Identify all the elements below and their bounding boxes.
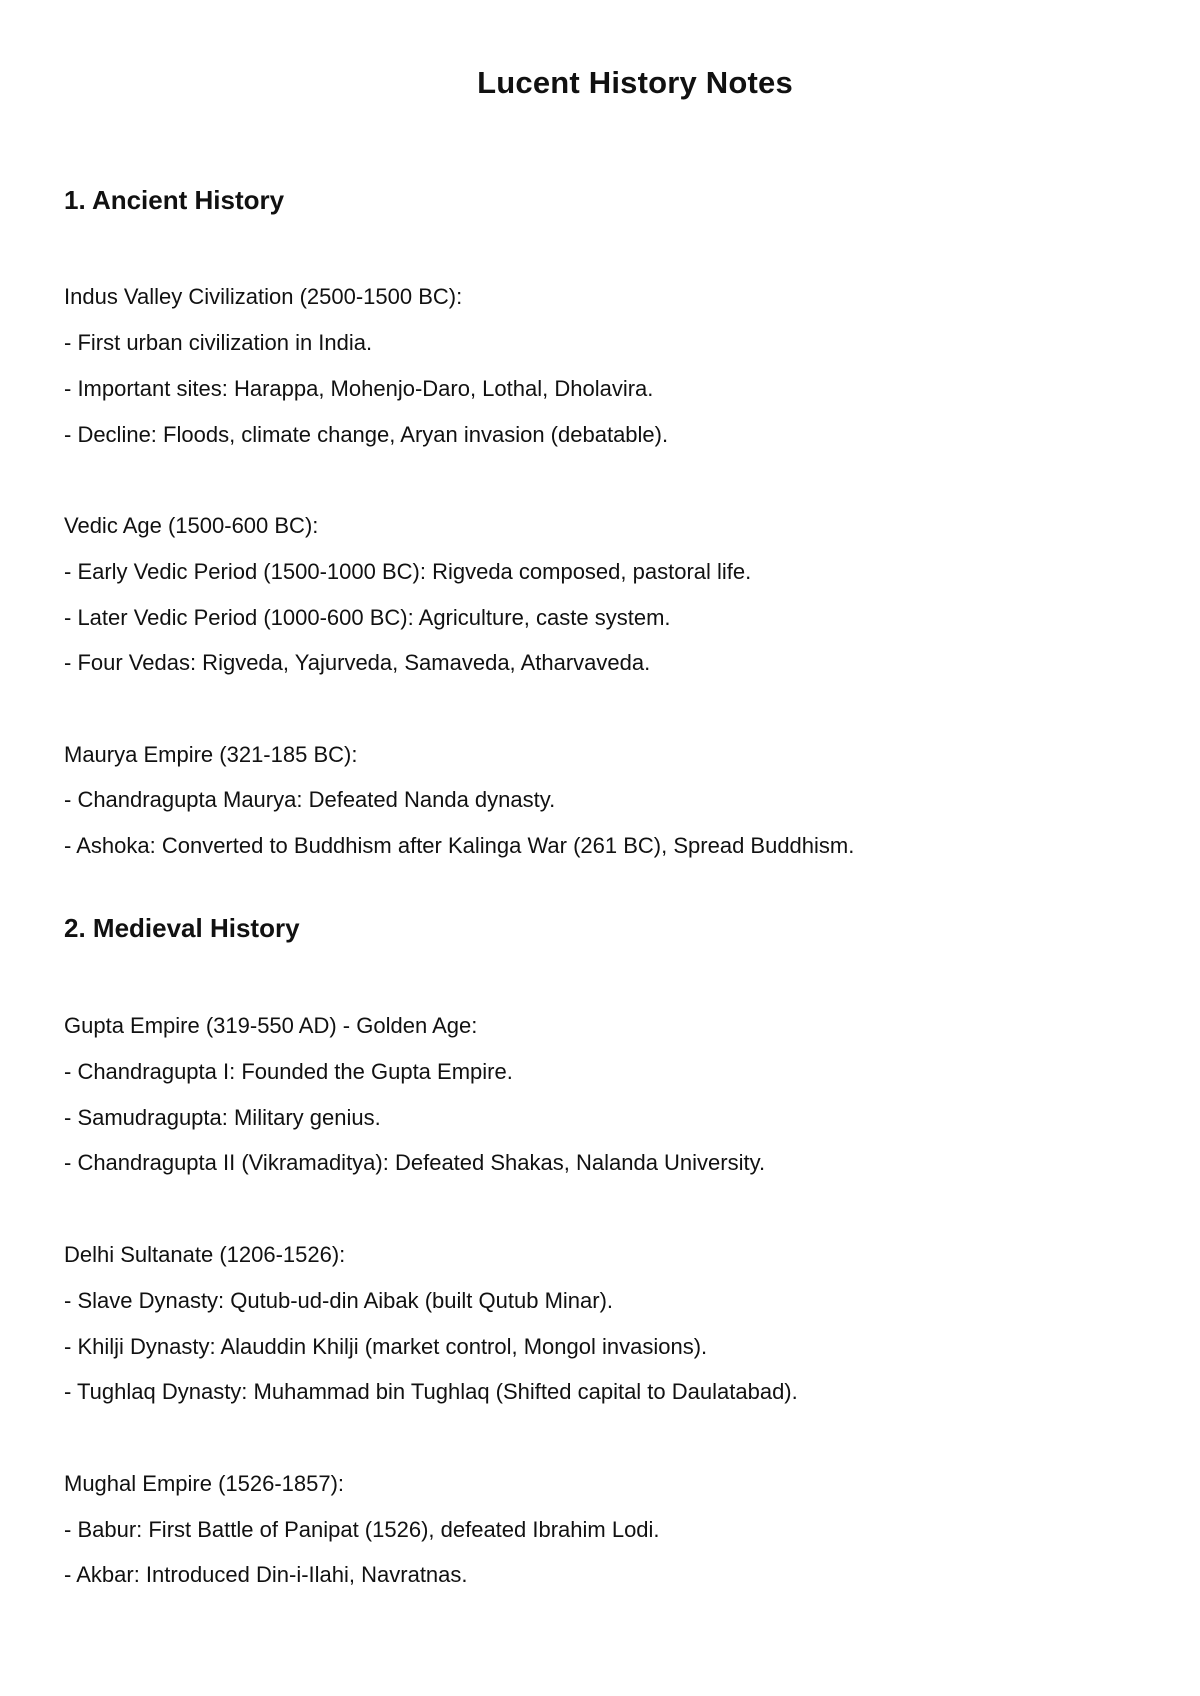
section-heading-ancient-history: 1. Ancient History <box>64 185 285 215</box>
bullet-point: - Decline: Floods, climate change, Aryan invasion (debatable). <box>64 422 669 447</box>
bullet-point: - First urban civilization in India. <box>64 330 373 355</box>
bullet-point: - Early Vedic Period (1500-1000 BC): Rigveda composed, pastoral life. <box>64 559 752 584</box>
bullet-point: - Ashoka: Converted to Buddhism after Kalinga War (261 BC), Spread Buddhism. <box>64 833 855 858</box>
bullet-point: - Later Vedic Period (1000-600 BC): Agriculture, caste system. <box>64 605 671 630</box>
section-heading-medieval-history: 2. Medieval History <box>64 913 300 943</box>
bullet-point: - Khilji Dynasty: Alauddin Khilji (market control, Mongol invasions). <box>64 1334 708 1359</box>
bullet-point: - Important sites: Harappa, Mohenjo-Daro, Lothal, Dholavira. <box>64 376 654 401</box>
bullet-point: - Chandragupta I: Founded the Gupta Empire. <box>64 1059 513 1084</box>
bullet-point: - Akbar: Introduced Din-i-Ilahi, Navratnas. <box>64 1562 468 1587</box>
bullet-point: - Chandragupta Maurya: Defeated Nanda dynasty. <box>64 787 556 812</box>
bullet-point: - Four Vedas: Rigveda, Yajurveda, Samaveda, Atharvaveda. <box>64 650 651 675</box>
topic-indus-valley: Indus Valley Civilization (2500-1500 BC): <box>64 284 463 309</box>
page-title: Lucent History Notes <box>477 65 793 100</box>
bullet-point: - Slave Dynasty: Qutub-ud-din Aibak (built Qutub Minar). <box>64 1288 614 1313</box>
topic-vedic-age: Vedic Age (1500-600 BC): <box>64 513 319 538</box>
topic-gupta-empire: Gupta Empire (319-550 AD) - Golden Age: <box>64 1013 478 1038</box>
bullet-point: - Chandragupta II (Vikramaditya): Defeated Shakas, Nalanda University. <box>64 1150 766 1175</box>
topic-delhi-sultanate: Delhi Sultanate (1206-1526): <box>64 1242 346 1267</box>
bullet-point: - Babur: First Battle of Panipat (1526), defeated Ibrahim Lodi. <box>64 1517 660 1542</box>
topic-mughal-empire: Mughal Empire (1526-1857): <box>64 1471 345 1496</box>
bullet-point: - Samudragupta: Military genius. <box>64 1105 381 1130</box>
topic-maurya-empire: Maurya Empire (321-185 BC): <box>64 742 358 767</box>
bullet-point: - Tughlaq Dynasty: Muhammad bin Tughlaq (Shifted capital to Daulatabad). <box>64 1379 798 1404</box>
